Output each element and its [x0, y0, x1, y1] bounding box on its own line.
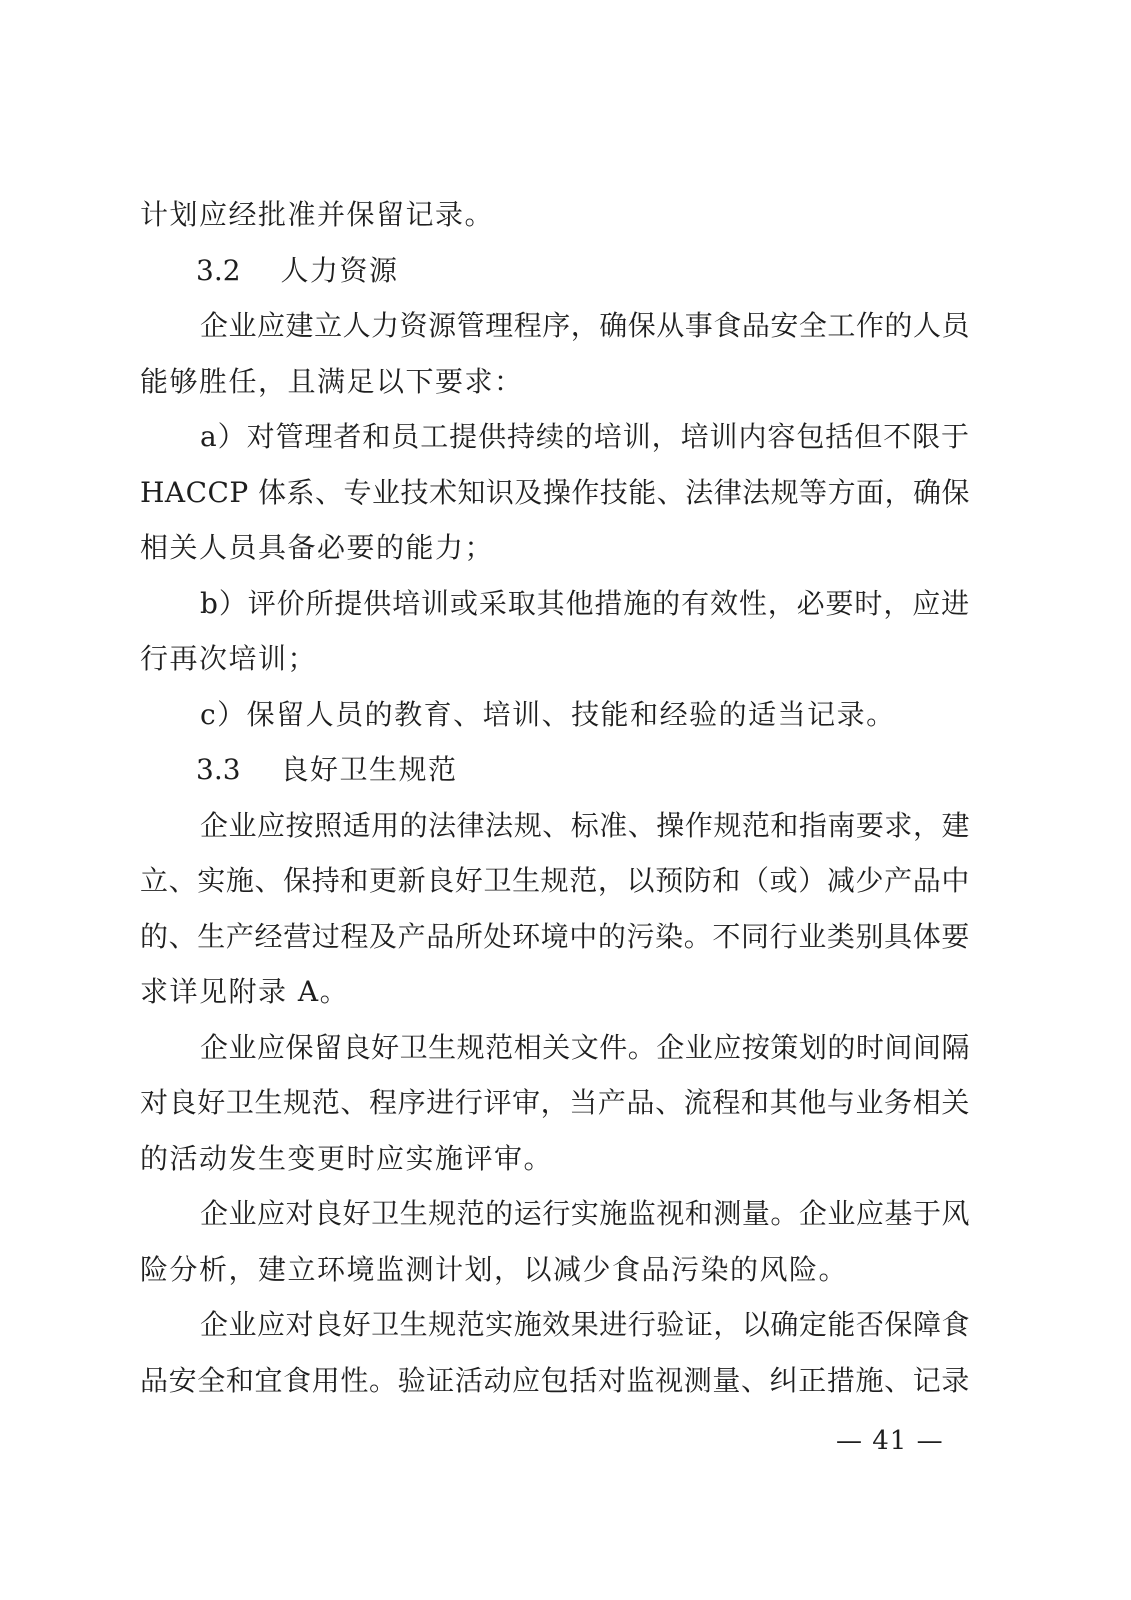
text-line-content: HACCP 体系、专业技术知识及操作技能、法律法规等方面，确保 [140, 475, 970, 509]
section-heading [140, 243, 970, 299]
text-line-content: 求详见附录 A。 [140, 975, 350, 1008]
text-line [140, 465, 970, 521]
page-body [140, 187, 970, 1408]
text-line-content: 对良好卫生规范、程序进行评审，当产品、流程和其他与业务相关 [140, 1086, 970, 1119]
text-line [140, 298, 970, 354]
text-line [140, 1353, 970, 1409]
text-line-content: 企业应建立人力资源管理程序，确保从事食品安全工作的人员 [200, 309, 970, 342]
text-line [140, 1131, 970, 1187]
page-number: — 41 — [836, 1426, 944, 1456]
text-line-content: 能够胜任，且满足以下要求： [140, 364, 524, 398]
text-line [140, 409, 970, 465]
text-line [140, 964, 970, 1020]
section-number: 3.2 [196, 253, 241, 287]
text-line-content: 企业应按照适用的法律法规、标准、操作规范和指南要求，建 [200, 808, 970, 842]
text-line-content: 品安全和宜食用性。验证活动应包括对监视测量、纠正措施、记录 [140, 1363, 970, 1397]
text-line-content: 的、生产经营过程及产品所处环境中的污染。不同行业类别具体要 [140, 919, 970, 953]
text-line [140, 1242, 970, 1298]
text-line-content: c）保留人员的教育、培训、技能和经验的适当记录。 [200, 697, 896, 731]
text-line [140, 853, 970, 909]
text-line [140, 909, 970, 965]
text-line-content: 计划应经批准并保留记录。 [140, 198, 495, 231]
text-line [140, 187, 970, 243]
text-line [140, 631, 970, 687]
text-line [140, 354, 970, 410]
text-line-content: 险分析，建立环境监测计划，以减少食品污染的风险。 [140, 1252, 849, 1286]
text-line-content: 的活动发生变更时应实施评审。 [140, 1141, 554, 1175]
text-line [140, 798, 970, 854]
text-line-content: 企业应对良好卫生规范实施效果进行验证，以确定能否保障食 [200, 1308, 970, 1341]
text-line [140, 520, 970, 576]
section-heading [140, 742, 970, 798]
text-line-content: b）评价所提供培训或采取其他措施的有效性，必要时，应进 [200, 586, 970, 620]
text-line [140, 1020, 970, 1076]
text-line-content: 相关人员具备必要的能力； [140, 531, 495, 564]
text-line [140, 1075, 970, 1131]
section-title: 良好卫生规范 [280, 753, 458, 786]
text-line [140, 1297, 970, 1353]
text-line [140, 1186, 970, 1242]
text-line-content: 企业应保留良好卫生规范相关文件。企业应按策划的时间间隔 [200, 1030, 970, 1064]
section-number: 3.3 [196, 753, 241, 786]
text-line-content: a）对管理者和员工提供持续的培训，培训内容包括但不限于 [200, 420, 970, 453]
text-line-content: 行再次培训； [140, 642, 318, 675]
text-line-content: 企业应对良好卫生规范的运行实施监视和测量。企业应基于风 [200, 1197, 970, 1230]
section-title: 人力资源 [280, 253, 399, 287]
text-line-content: 立、实施、保持和更新良好卫生规范，以预防和（或）减少产品中 [140, 864, 970, 897]
text-line [140, 576, 970, 632]
text-line [140, 687, 970, 743]
